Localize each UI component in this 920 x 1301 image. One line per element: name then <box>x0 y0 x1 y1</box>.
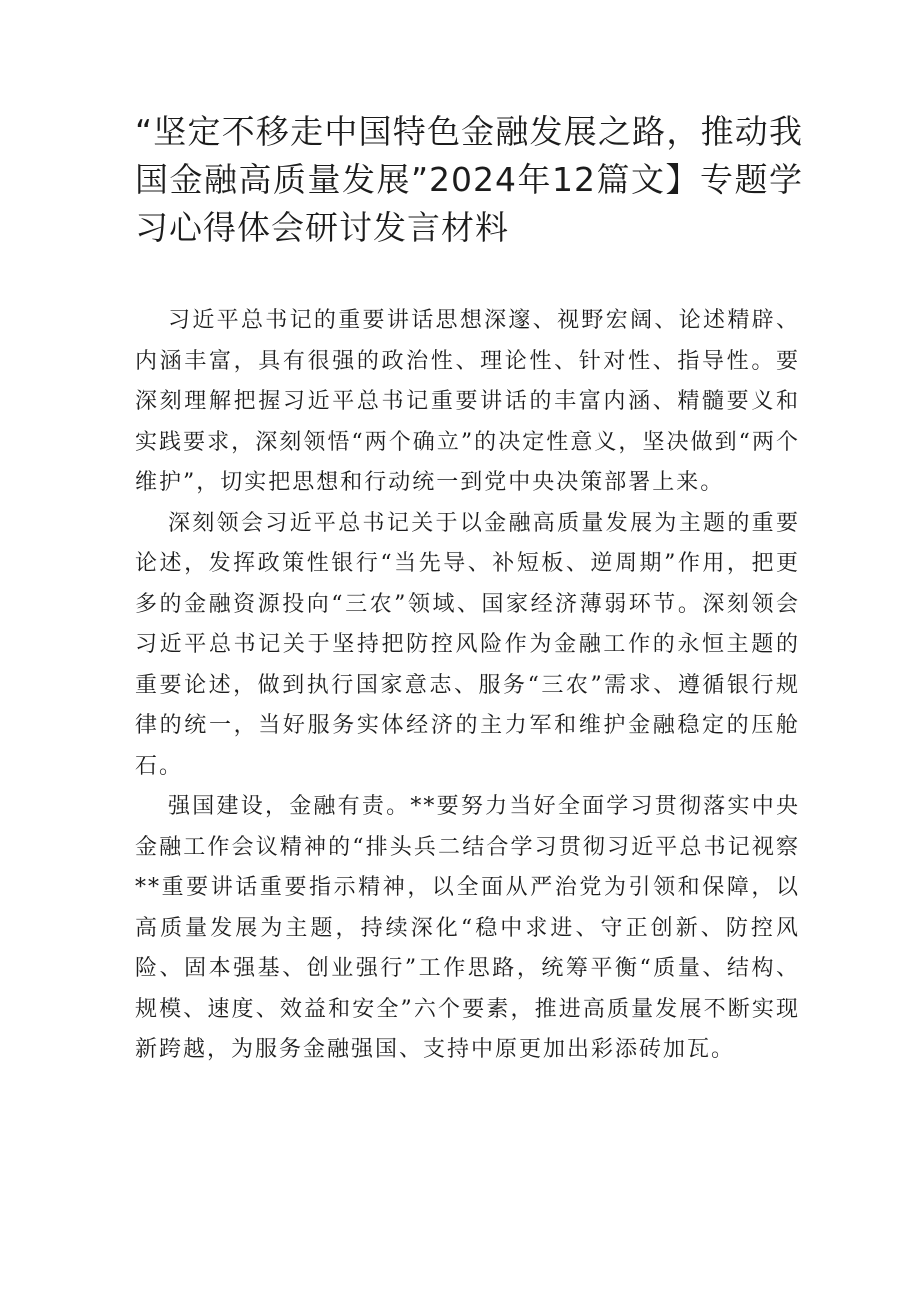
document-body <box>135 301 800 1071</box>
paragraph-1: 习近平总书记的重要讲话思想深邃、视野宏阔、论述精辟、内涵丰富，具有很强的政治性、理论性、针对性、指导性。要深刻理解把握习近平总书记重要讲话的丰富内涵、精髓要义和实践要求，深刻领悟“两个确立”的决定性意义，坚决做到“两个维护”，切实把思想和行动统一到党中央决策部署上来。 <box>135 308 800 495</box>
paragraph-3: 强国建设，金融有责。**要努力当好全面学习贯彻落实中央金融工作会议精神的“排头兵二结合学习贯彻习近平总书记视察**重要讲话重要指示精神，以全面从严治党为引领和保障，以高质量发展为主题，持续深化“稳中求进、守正创新、防控风险、固本强基、创业强行”工作思路，统筹平衡“质量、结构、规模、速度、效益和安全”六个要素，推进高质量发展不断实现新跨越，为服务金融强国、支持中原更加出彩添砖加瓦。 <box>135 794 800 1062</box>
document-title: “坚定不移走中国特色金融发展之路，推动我国金融高质量发展”2024年12篇文】专题学习心得体会研讨发言材料 <box>135 112 803 247</box>
paragraph-2: 深刻领会习近平总书记关于以金融高质量发展为主题的重要论述，发挥政策性银行“当先导、补短板、逆周期”作用，把更多的金融资源投向“三农”领域、国家经济薄弱环节。深刻领会习近平总书记关于坚持把防控风险作为金融工作的永恒主题的重要论述，做到执行国家意志、服务“三农”需求、遵循银行规律的统一，当好服务实体经济的主力军和维护金融稳定的压舱石。 <box>135 510 800 779</box>
